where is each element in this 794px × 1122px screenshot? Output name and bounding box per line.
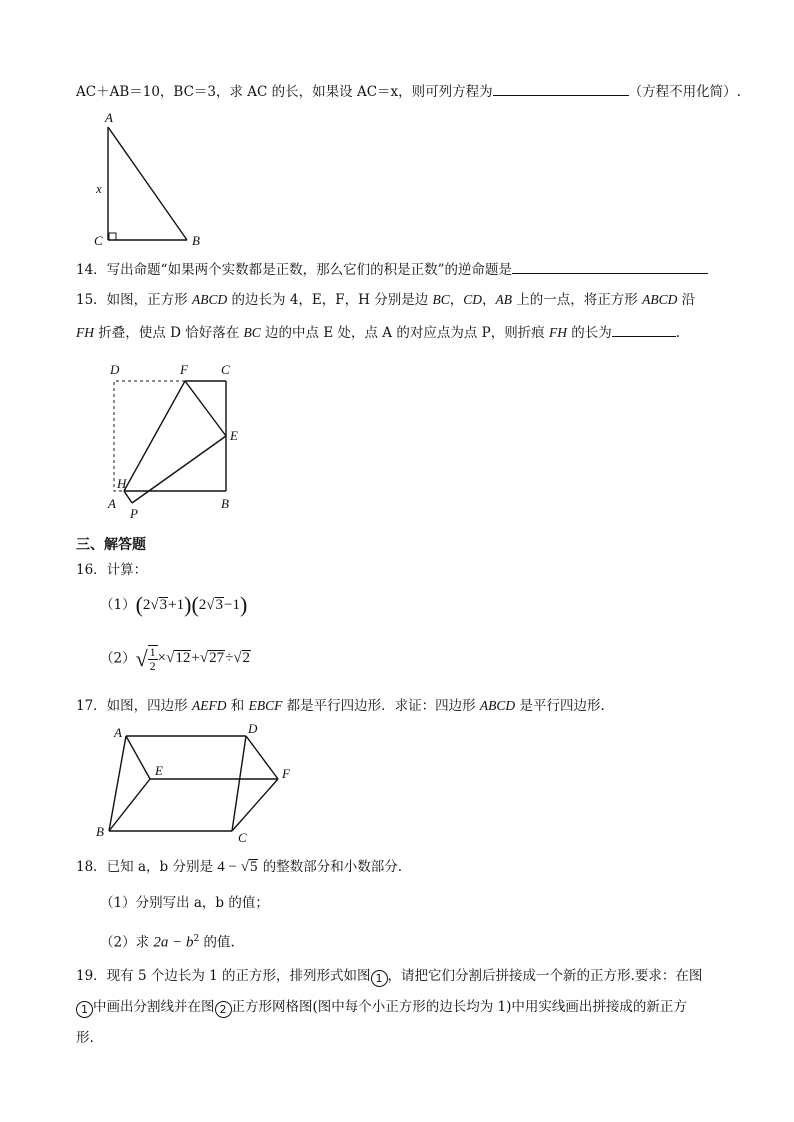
q17-t1: 17．如图，四边形 <box>76 698 192 714</box>
q15-t14: BC <box>243 325 261 340</box>
q16-p1-label: （1） <box>100 597 136 613</box>
q18-p2-b: 的值. <box>199 934 235 951</box>
sq-label-b: B <box>221 496 229 511</box>
q15-t3: 的边长为 4，E，F，H 分别是边 <box>227 292 433 308</box>
q16-p1-r2: 3 <box>215 597 224 613</box>
q15-t17: 的长为 <box>567 325 612 341</box>
q18-text <box>76 858 402 876</box>
q19-t3: 中画出分割线并在图 <box>93 999 215 1015</box>
q15-t10: ABCD <box>642 292 678 307</box>
sq-label-a: A <box>108 496 116 511</box>
q19-circled-1b: 1 <box>76 1001 93 1018</box>
pg-label-b: B <box>96 824 104 839</box>
q16-p1-b: +1 <box>168 597 185 613</box>
q19-t4: 正方形网格图(图中每个小正方形的边长均为 1)中用实线画出拼接成的新正方 <box>231 999 687 1015</box>
pg-label-d: D <box>248 721 258 736</box>
q16-p2-plus: + <box>191 650 200 667</box>
q13-suffix: （方程不用化简）. <box>628 84 741 100</box>
q19-t2: ，请把它们分割后拼接成一个新的正方形.要求：在图 <box>387 968 703 984</box>
q17-t2: AEFD <box>191 698 227 713</box>
q16-p2-expr: √ $\frac{1}{2}$ ×√12+√27÷√2 <box>135 645 251 673</box>
q16-text: 16．计算： <box>76 562 148 578</box>
q16-p1-d: −1 <box>224 597 240 613</box>
q18-p2-expr: 2a − b <box>153 934 194 951</box>
sq-label-c: C <box>221 362 230 377</box>
q18-t1: 18．已知 a，b 分别是 <box>76 859 218 875</box>
q16-p2-label: （2） <box>100 650 136 667</box>
q18-expr-a: 4 − <box>217 859 241 875</box>
q15-t11: 沿 <box>677 292 696 308</box>
q15-t7: ， <box>482 292 496 308</box>
q17-t4: EBCF <box>248 698 283 713</box>
q17-t7: 是平行四边形. <box>515 698 605 714</box>
q18-p2-a: （2）求 <box>100 934 154 951</box>
q16-p1-c: 2 <box>198 597 207 613</box>
q19-line1 <box>76 967 702 987</box>
q18-part2 <box>100 928 235 954</box>
tri-label-b: B <box>192 233 200 248</box>
q16-p2-num: 1 <box>149 645 156 659</box>
q18-expr: 4 − √5 <box>217 859 258 875</box>
q15-t18: . <box>675 325 681 341</box>
q16-p2-den: 2 <box>149 659 156 673</box>
q15-t8: AB <box>495 292 513 307</box>
q16-p2-times: × <box>157 650 167 667</box>
q18-part1: （1）分别写出 a，b 的值； <box>100 895 269 911</box>
q15-t12: FH <box>76 325 94 340</box>
q17-t6: ABCD <box>479 698 516 713</box>
q19-line2 <box>76 998 687 1018</box>
pg-label-a: A <box>114 725 122 740</box>
tri-label-a: A <box>105 110 113 125</box>
q16-p2-div: ÷ <box>225 650 234 667</box>
q15-t6: CD <box>463 292 483 307</box>
sq-label-d: D <box>110 362 120 377</box>
q16-p2-r2: 2 <box>242 650 251 667</box>
section-title: 三、解答题 <box>76 537 146 553</box>
q16-p1-r1: 3 <box>159 597 168 613</box>
q15-t13: 折叠，使点 D 恰好落在 <box>94 325 244 341</box>
q16-p1-a: 2 <box>142 597 151 613</box>
q17-t3: 和 <box>226 698 249 714</box>
tri-label-c: C <box>94 233 103 248</box>
sq-label-h: H <box>117 476 127 491</box>
q19-circled-1: 1 <box>371 970 388 987</box>
q16-p1-expr: (2√3+1)(2√3−1) <box>135 592 248 617</box>
q15-t16: FH <box>549 325 567 340</box>
q19-line3: 形. <box>76 1030 94 1046</box>
tri-label-x: x <box>96 181 102 196</box>
q19-circled-2: 2 <box>215 1001 232 1018</box>
sq-label-f: F <box>180 362 188 377</box>
pg-label-c: C <box>238 830 247 845</box>
q18-t2: 的整数部分和小数部分. <box>258 859 403 875</box>
pg-label-f: F <box>282 766 290 781</box>
q16-p2-r12: 12 <box>175 650 191 667</box>
q18-p2-sup: 2 <box>193 934 200 944</box>
q16-p2-r27: 27 <box>209 650 225 667</box>
q15-t15: 边的中点 E 处，点 A 的对应点为点 P，则折痕 <box>260 325 549 341</box>
sq-label-e: E <box>230 428 238 443</box>
q17-t5: 都是平行四边形．求证：四边形 <box>282 698 480 714</box>
q15-t9: 上的一点，将正方形 <box>512 292 643 308</box>
q15-t5: ， <box>449 292 464 308</box>
q15-t1: 15．如图，正方形 <box>76 292 192 308</box>
q15-t2: ABCD <box>191 292 228 307</box>
q18-expr-r: 5 <box>249 859 258 875</box>
pg-label-e: E <box>155 763 163 778</box>
q15-t4: BC <box>432 292 450 307</box>
q19-t1: 19．现有 5 个边长为 1 的正方形，排列形式如图 <box>76 968 371 984</box>
q13-statement: AC＋AB＝10，BC＝3，求 AC 的长，如果设 AC＝x，则可列方程为 <box>76 84 493 100</box>
sq-label-p: P <box>130 506 138 521</box>
q14-statement: 14．写出命题“如果两个实数都是正数，那么它们的积是正数”的逆命题是 <box>76 262 512 278</box>
